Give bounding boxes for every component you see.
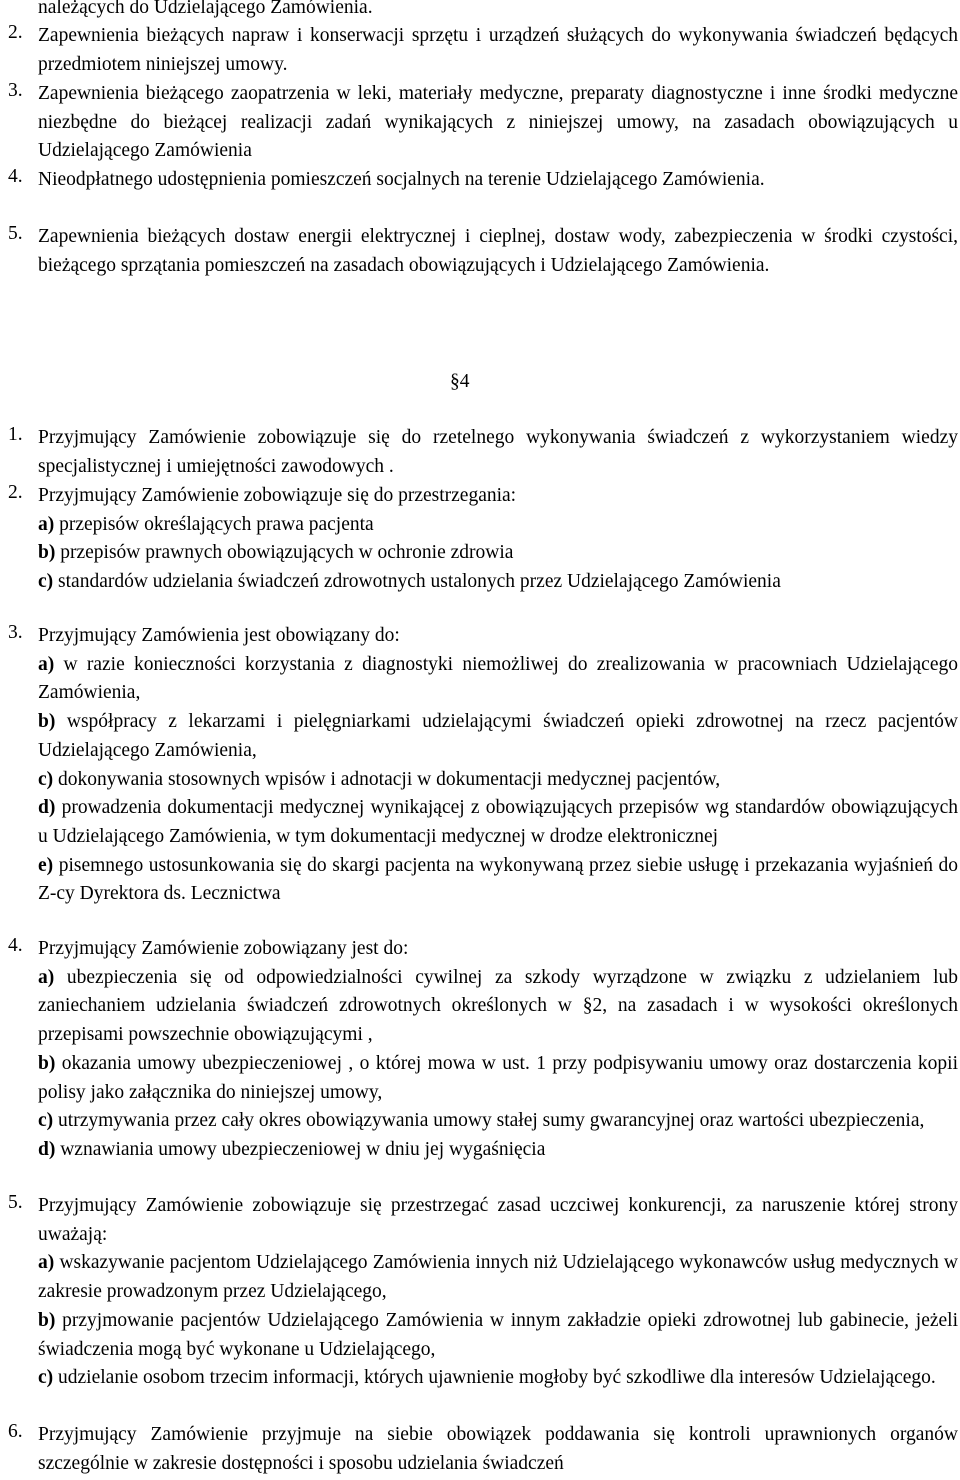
section-heading: §4	[450, 371, 470, 392]
sub-item-letter: d)	[38, 797, 56, 819]
sub-item	[38, 1107, 958, 1136]
section-item-number: 1.	[8, 424, 23, 445]
sub-item	[38, 794, 958, 851]
list-item-number: 4.	[8, 166, 23, 187]
list-item	[8, 166, 958, 195]
sub-item-text: udzielanie osobom trzecim informacji, których ujawnienie mogłoby być szkodliwe dla interesów Udzielającego.	[58, 1367, 936, 1389]
section-item	[8, 424, 958, 481]
preamble-continuation	[8, 0, 958, 23]
sub-item-letter: c)	[38, 1110, 54, 1132]
sub-item-text: w razie konieczności korzystania z diagnostyki niemożliwej do zrealizowania w pracowniach Udzielającego Zamówienia,	[38, 653, 958, 704]
sub-item-text: przepisów określających prawa pacjenta	[59, 513, 374, 535]
section-item	[8, 482, 958, 597]
sub-item	[38, 1307, 958, 1364]
sub-item-text: współpracy z lekarzami i pielęgniarkami udzielającymi świadczeń opieki zdrowotnej na rzecz pacjentów Udzielającego Zamówienia,	[38, 711, 958, 761]
sub-item	[38, 568, 958, 597]
sub-item-text: przyjmowanie pacjentów Udzielającego Zamówienia w innym zakładzie opieki zdrowotnej lub gabinecie, jeżeli świadczenia mogą być wykonane u Udzielającego,	[38, 1309, 958, 1360]
sub-item-text: wskazywanie pacjentom Udzielającego Zamówienia innych niż Udzielającego wykonawców usług medycznych w zakresie prowadzonym przez Udzielającego,	[38, 1252, 959, 1303]
list-item-number: 2.	[8, 22, 23, 43]
sub-item-text: ubezpieczenia się od odpowiedzialności cywilnej za szkody wyrządzone w związku z udzielaniem lub zaniechaniem udzielania świadczeń zdrowotnych określonych w §2, na zasadach i w wysokości określonych przepisami powszechnie obowiązującymi ,	[38, 966, 959, 1046]
sub-item-text: pisemnego ustosunkowania się do skargi pacjenta na wykonywaną przez siebie usługę i przekazania wyjaśnień do Z-cy Dyrektora ds. Lecznictwa	[38, 854, 959, 905]
sub-item-letter: c)	[38, 768, 54, 790]
sub-item-text: okazania umowy ubezpieczeniowej , o której mowa w ust. 1 przy podpisywaniu umowy oraz dostarczenia kopii polisy jako załącznika do niniejszej umowy,	[38, 1052, 958, 1103]
sub-item-letter: a)	[38, 513, 55, 535]
sub-item-letter: b)	[38, 711, 56, 733]
sub-item-letter: b)	[38, 542, 56, 564]
sub-item-letter: a)	[38, 966, 55, 988]
section-item	[8, 1421, 958, 1478]
sub-item-text: przepisów prawnych obowiązujących w ochronie zdrowia	[60, 542, 514, 564]
list-item	[8, 223, 958, 280]
sub-item	[38, 1249, 958, 1306]
sub-item-letter: d)	[38, 1138, 56, 1160]
list-item-number: 5.	[8, 223, 23, 244]
sub-item	[38, 1050, 958, 1107]
section-item-number: 2.	[8, 482, 23, 503]
sub-item-text: prowadzenia dokumentacji medycznej wynikającej z obowiązujących przepisów wg standardów obowiązujących u Udzielającego Zamówienia, w tym dokumentacji medycznej w drodze elektronicznej	[38, 797, 958, 847]
section-item	[8, 1192, 958, 1393]
sub-item	[38, 766, 958, 795]
sub-item	[38, 964, 958, 1050]
section-item-text: Przyjmujący Zamówienie zobowiązuje się przestrzegać zasad uczciwej konkurencji, za naruszenie której strony uważają:	[38, 1195, 958, 1245]
section-item-number: 3.	[8, 622, 23, 643]
section-item-number: 6.	[8, 1421, 23, 1442]
section-item-text: Przyjmujący Zamówienie zobowiązuje się do przestrzegania:	[38, 485, 517, 506]
list-item-number: 3.	[8, 80, 23, 101]
sub-item	[38, 511, 958, 540]
sub-item-letter: c)	[38, 1367, 54, 1389]
sub-item-text: wznawiania umowy ubezpieczeniowej w dniu jej wygaśnięcia	[60, 1138, 546, 1160]
sub-item	[38, 852, 958, 909]
sub-item	[38, 651, 958, 708]
section-item-number: 5.	[8, 1192, 23, 1213]
sub-item	[38, 708, 958, 765]
sub-item	[38, 539, 958, 568]
sub-item	[38, 1136, 958, 1165]
section-item-text: Przyjmujący Zamówienie zobowiązany jest do:	[38, 938, 409, 959]
section-item-text: Przyjmujący Zamówienie przyjmuje na siebie obowiązek poddawania się kontroli uprawnionych organów szczególnie w zakresie dostępności i sposobu udzielania świadczeń	[38, 1424, 958, 1474]
list-item	[8, 22, 958, 79]
list-item-text: Zapewnienia bieżącego zaopatrzenia w leki, materiały medyczne, preparaty diagnostyczne i inne środki medyczne niezbędne do bieżącej realizacji zadań wynikających z niniejszej umowy, na zasadach obowiązujących u Udzielającego Zamówienia	[38, 83, 958, 162]
section-item	[8, 622, 958, 909]
section-item-text: Przyjmujący Zamówienie zobowiązuje się do rzetelnego wykonywania świadczeń z wykorzystaniem wiedzy specjalistycznej i umiejętności zawodowych .	[38, 427, 958, 477]
section-item-text: Przyjmujący Zamówienia jest obowiązany do:	[38, 625, 400, 646]
sub-item-letter: b)	[38, 1052, 56, 1074]
list-item-text: Zapewnienia bieżących dostaw energii elektrycznej i cieplnej, dostaw wody, zabezpieczenia w środki czystości, bieżącego sprzątania pomieszczeń na zasadach obowiązujących i Udzielającego Zamówienia.	[38, 226, 958, 276]
section-item-number: 4.	[8, 935, 23, 956]
sub-item-letter: a)	[38, 1252, 55, 1274]
sub-item-letter: c)	[38, 571, 54, 593]
list-item-text: Zapewnienia bieżących napraw i konserwacji sprzętu i urządzeń służących do wykonywania świadczeń będących przedmiotem niniejszej umowy.	[38, 25, 958, 75]
list-item-text: Nieodpłatnego udostępnienia pomieszczeń socjalnych na terenie Udzielającego Zamówienia.	[38, 169, 765, 190]
sub-item-text: standardów udzielania świadczeń zdrowotnych ustalonych przez Udzielającego Zamówienia	[58, 571, 781, 593]
preamble-text: należących do Udzielającego Zamówienia.	[38, 0, 373, 18]
sub-item	[38, 1364, 958, 1393]
sub-item-text: dokonywania stosownych wpisów i adnotacji w dokumentacji medycznej pacjentów,	[58, 768, 721, 790]
section-item	[8, 935, 958, 1165]
list-item	[8, 80, 958, 166]
sub-item-letter: a)	[38, 653, 55, 675]
sub-item-letter: e)	[38, 854, 54, 876]
sub-item-letter: b)	[38, 1309, 56, 1331]
sub-item-text: utrzymywania przez cały okres obowiązywania umowy stałej sumy gwarancyjnej oraz wartości ubezpieczenia,	[58, 1110, 925, 1132]
